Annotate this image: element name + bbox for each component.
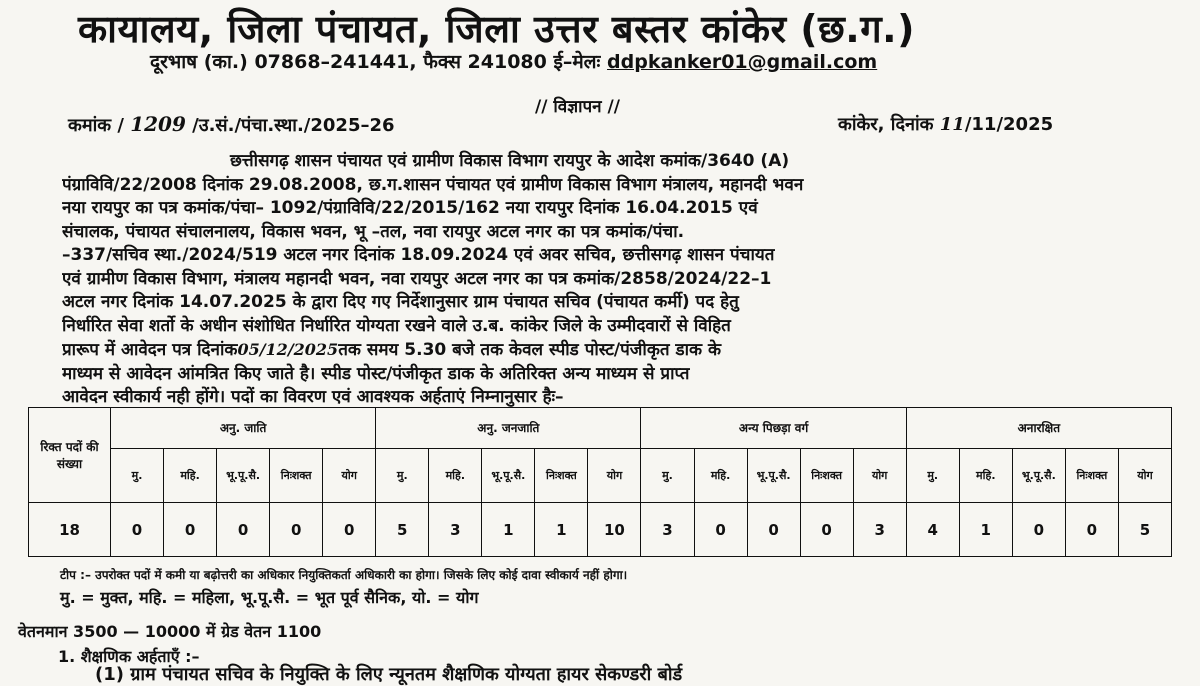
table-cell: 0 [111, 503, 164, 557]
body-line: निर्धारित सेवा शर्तो के अधीन संशोधित निर्धारित योग्यता रखने वाले उ.ब. कांकेर जिले के उम्मीदवारों से विहित [62, 315, 731, 336]
deadline-date-handwritten: 05/12/2025 [237, 340, 339, 359]
office-title: कायालय, जिला पंचायत, जिला उत्तर बस्तर कांकेर (छ.ग.) [78, 7, 915, 51]
cut-off-line: (1) ग्राम पंचायत सचिव के नियुक्ति के लिए न्यूनतम शैक्षणिक योग्यता हायर सेकण्डरी बोर्ड [95, 664, 683, 685]
table-cell: 4 [906, 503, 959, 557]
ref-prefix: कमांक / [68, 115, 124, 136]
table-cell: 0 [747, 503, 800, 557]
deadline-suffix: तक समय 5.30 बजे तक केवल स्पीड पोस्ट/पंजीकृत डाक के [338, 340, 722, 360]
sub-header: महि. [959, 448, 1012, 503]
table-cell: 1 [959, 503, 1012, 557]
table-cell: 1 [482, 503, 535, 557]
sub-header: मु. [111, 448, 164, 503]
sub-header: महि. [429, 448, 482, 503]
abbreviation-legend: मु. = मुक्त, महि. = महिला, भू.पू.सै. = भूत पूर्व सैनिक, यो. = योग [60, 588, 479, 607]
sub-header: निःशक्त [800, 448, 853, 503]
notice-date [838, 112, 1053, 136]
ref-number-handwritten: 1209 [130, 112, 186, 136]
sub-header: मु. [906, 448, 959, 503]
body-line: एवं ग्रामीण विकास विभाग, मंत्रालय महानदी भवन, नवा रायपुर अटल नगर का पत्र कमांक/2858/2024/22–1 [62, 268, 772, 289]
table-cell: 3 [429, 503, 482, 557]
contact-prefix: दूरभाष (का.) 07868–241441, फैक्स 241080 ई–मेलः [150, 51, 601, 73]
body-line: माध्यम से आवेदन आंमत्रित किए जाते है। स्पीड पोस्ट/पंजीकृत डाक के अतिरिक्त अन्य माध्यम से प्राप्त [62, 363, 690, 384]
body-line: आवेदन स्वीकार्य नही होंगे। पदों का विवरण एवं आवश्यक अर्हताएं निम्नानुसार हैः– [62, 387, 564, 407]
table-cell: 0 [800, 503, 853, 557]
sub-header: योग [853, 448, 906, 503]
body-line: अटल नगर दिनांक 14.07.2025 के द्वारा दिए गए निर्देशानुसार ग्राम पंचायत सचिव (पंचायत कर्मी) पद हेतु [62, 292, 739, 312]
body-line: छत्तीसगढ़ शासन पंचायत एवं ग्रामीण विकास विभाग रायपुर के आदेश कमांक/3640 (A) [230, 151, 790, 171]
body-line: नया रायपुर का पत्र कमांक/पंचा– 1092/पंग्राविवि/22/2015/162 नया रायपुर दिनांक 16.04.2015 एवं [62, 198, 758, 218]
body-line: –337/सचिव स्था./2024/519 अटल नगर दिनांक 18.09.2024 एवं अवर सचिव, छत्तीसगढ़ शासन पंचायत [62, 245, 775, 265]
table-cell: 0 [217, 503, 270, 557]
sub-header: भू.पू.सै. [1012, 448, 1065, 503]
table-row [29, 503, 1172, 557]
table-cell: 3 [641, 503, 694, 557]
table-cell: 1 [535, 503, 588, 557]
table-cell: 5 [1118, 503, 1171, 557]
date-prefix: कांकेर, दिनांक [838, 114, 934, 135]
sub-header: योग [323, 448, 376, 503]
reference-number [68, 112, 395, 137]
sub-header: भू.पू.सै. [482, 448, 535, 503]
table-cell: 0 [1012, 503, 1065, 557]
sub-header: योग [588, 448, 641, 503]
date-rest: /11/2025 [964, 114, 1054, 135]
total-vacancies: 18 [29, 503, 111, 557]
table-cell: 0 [270, 503, 323, 557]
group-header-sc: अनु. जाति [111, 408, 376, 449]
sub-header: भू.पू.सै. [217, 448, 270, 503]
sub-header: महि. [694, 448, 747, 503]
table-cell: 0 [164, 503, 217, 557]
notice-heading: // विज्ञापन // [535, 97, 620, 117]
sub-header: महि. [164, 448, 217, 503]
body-line: पंग्राविवि/22/2008 दिनांक 29.08.2008, छ.ग.शासन पंचायत एवं ग्रामीण विकास विभाग मंत्रालय, महानदी भवन [62, 174, 804, 195]
table-cell: 0 [323, 503, 376, 557]
sub-header: मु. [376, 448, 429, 503]
sub-header: निःशक्त [535, 448, 588, 503]
table-cell: 10 [588, 503, 641, 557]
education-heading: 1. शैक्षणिक अर्हताएँ :– [58, 647, 200, 666]
sub-header: मु. [641, 448, 694, 503]
sub-header: निःशक्त [1065, 448, 1118, 503]
table-note: टीप :– उपरोक्त पदों में कमी या बढ़ोत्तरी का अधिकार नियुक्तिकर्ता अधिकारी का होगा। जिसके लिए कोई दावा स्वीकार्य नहीं होगा। [60, 568, 628, 582]
table-cell: 0 [694, 503, 747, 557]
vacancy-table [28, 407, 1172, 557]
sub-header: भू.पू.सै. [747, 448, 800, 503]
group-header-ur: अनारक्षित [906, 408, 1171, 449]
email-link[interactable]: ddpkanker01@gmail.com [607, 51, 878, 73]
body-line: संचालक, पंचायत संचालनालय, विकास भवन, भू –तल, नवा रायपुर अटल नगर का पत्र कमांक/पंचा. [62, 221, 685, 242]
group-header-st: अनु. जनजाति [376, 408, 641, 449]
table-cell: 3 [853, 503, 906, 557]
table-cell: 5 [376, 503, 429, 557]
notice-body [62, 150, 1162, 410]
table-cell: 0 [1065, 503, 1118, 557]
pay-scale: वेतनमान 3500 — 10000 में ग्रेड वेतन 1100 [18, 622, 322, 641]
date-day-handwritten: 11 [939, 114, 965, 135]
body-line-deadline [62, 338, 1162, 363]
group-header-obc: अन्य पिछड़ा वर्ग [641, 408, 906, 449]
vacancy-count-header: रिक्त पदों की संख्या [29, 408, 111, 503]
sub-header: निःशक्त [270, 448, 323, 503]
contact-line [150, 48, 877, 74]
sub-header: योग [1118, 448, 1171, 503]
ref-suffix: /उ.सं./पंचा.स्था./2025–26 [192, 115, 395, 136]
deadline-prefix: प्रारूप में आवेदन पत्र दिनांक [62, 340, 238, 360]
